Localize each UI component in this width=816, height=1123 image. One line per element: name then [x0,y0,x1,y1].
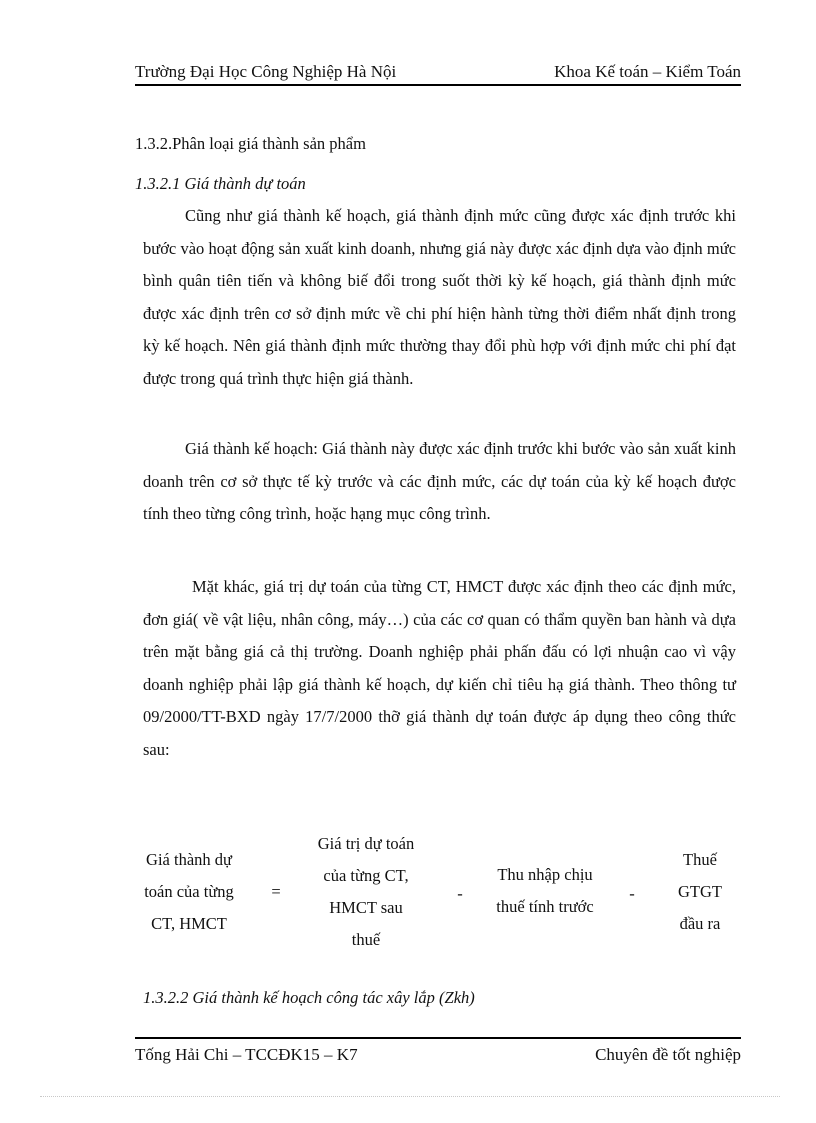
paragraph-1: Cũng như giá thành kế hoạch, giá thành định mức cũng được xác định trước khi bước vào hoạt động sản xuất kinh doanh, nhưng giá này được xác định dựa vào định mức bình quân tiên tiến và không biế đổi trong suốt thời kỳ kế hoạch, giá thành định mức được xác định trên cơ sở định mức về chi phí hiện hành từng thời điểm nhất định trong kỳ kế hoạch. Nên giá thành định mức thường thay đổi phù hợp với định mức chi phí đạt được trong quá trình thực hiện giá thành. [143,206,736,388]
formula-text: Thu nhập chịu [497,865,593,884]
formula-text: HMCT sau [329,898,403,917]
formula-text: đầu ra [679,914,721,933]
formula-term-taxable-income [480,859,610,923]
formula-term-output-vat [660,844,740,940]
formula-minus: - [629,884,635,903]
formula-text: GTGT [678,882,722,901]
formula-term-estimate-value [306,828,426,956]
cost-formula [130,828,740,954]
page-edge-divider [40,1096,780,1097]
page-header [135,62,741,86]
formula-text: toán của từng [144,882,234,901]
page-footer [135,1037,741,1065]
formula-text: CT, HMCT [151,914,227,933]
subsection-heading: 1.3.2.1 Giá thành dự toán [135,174,306,193]
section-heading: 1.3.2.Phân loại giá thành sản phẩm [135,134,366,153]
paragraph-2: Giá thành kế hoạch: Giá thành này được xác định trước khi bước vào sản xuất kinh doanh trên cơ sở thực tế kỳ trước và các định mức, các dự toán của kỳ kế hoạch được tính theo từng công trình, hoặc hạng mục công trình. [143,439,736,524]
formula-text: Giá trị dự toán [317,834,415,853]
header-school: Trường Đại Học Công Nghiệp Hà Nội [135,62,397,81]
formula-text: thuế tính trước [496,897,594,916]
footer-doc-type: Chuyên đề tốt nghiệp [595,1045,741,1064]
formula-text: Thuế [683,850,717,869]
header-department: Khoa Kế toán – Kiểm Toán [554,62,741,81]
next-subsection-heading: 1.3.2.2 Giá thành kế hoạch công tác xây lắp (Zkh) [143,988,475,1007]
formula-text: thuế [351,930,381,949]
formula-text: Giá thành dự [146,850,232,869]
footer-author: Tống Hải Chi – TCCĐK15 – K7 [135,1045,358,1064]
formula-equals: = [271,882,281,901]
paragraph-3: Mặt khác, giá trị dự toán của từng CT, HMCT được xác định theo các định mức, đơn giá( về vật liệu, nhân công, máy…) của các cơ quan có thẩm quyền ban hành và dựa trên mặt bằng giá cả thị trường. Doanh nghiệp phải phấn đấu có lợi nhuận cao vì vậy doanh nghiệp phải lập giá thành kế hoạch, dự kiến chỉ tiêu hạ giá thành. Theo thông tư 09/2000/TT-BXD ngày 17/7/2000 thỡ giá thành dự toán được áp dụng theo công thức sau: [143,577,736,759]
formula-text: của từng CT, [323,866,409,885]
formula-minus: - [457,884,463,903]
formula-term-estimated-cost [130,844,248,940]
